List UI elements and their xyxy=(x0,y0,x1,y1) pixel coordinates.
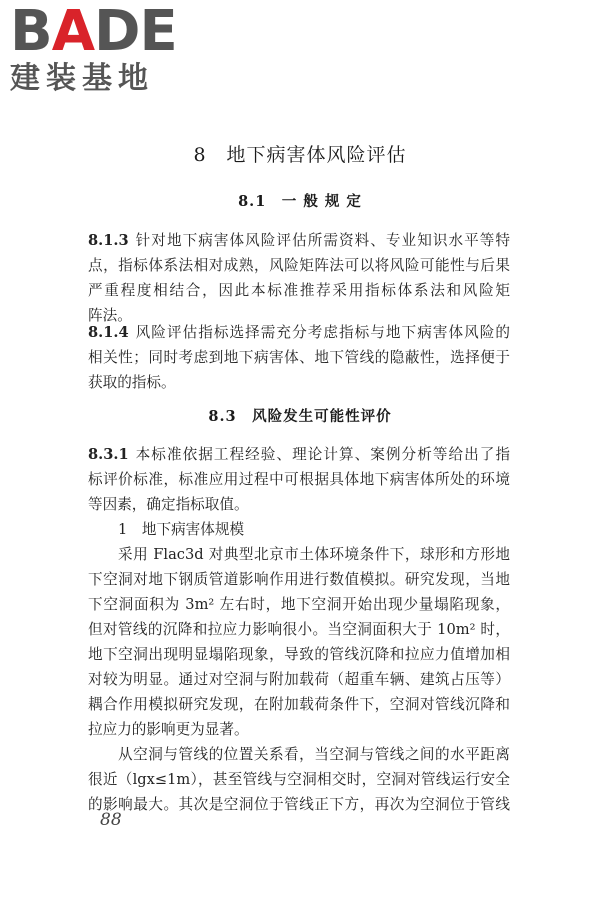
clause-8-3-1 xyxy=(88,442,510,517)
paragraph-line: 下空洞面积为 3m² 左右时，地下空洞开始出现少量塌陷现象， xyxy=(88,596,510,613)
logo-letter-b: B xyxy=(10,0,52,64)
clause-line xyxy=(88,320,510,345)
clause-text: 风险评估指标选择需充分考虑指标与地下病害体风险的 xyxy=(134,324,510,341)
clause-line: 相关性；同时考虑到地下病害体、地下管线的隐蔽性，选择便于 xyxy=(88,349,510,366)
clause-line: 获取的指标。 xyxy=(88,374,176,391)
clause-line: 点，指标体系法相对成熟，风险矩阵法可以将风险可能性与后果 xyxy=(88,257,510,274)
clause-number: 8.1.3 xyxy=(88,232,129,249)
section-title-8-1: 8.1 一 般 规 定 xyxy=(238,193,362,210)
clause-line: 阵法。 xyxy=(88,307,132,324)
clause-number: 8.3.1 xyxy=(88,446,129,463)
bade-logo xyxy=(10,0,180,96)
clause-text: 针对地下病害体风险评估所需资料、专业知识水平等特 xyxy=(134,232,510,249)
paragraph-line: 采用 Flac3d 对典型北京市土体环境条件下，球形和方形地 xyxy=(118,546,510,563)
clause-line xyxy=(88,228,510,253)
paragraph-line: 地下空洞出现明显塌陷现象，导致的管线沉降和拉应力值增加相 xyxy=(88,646,510,663)
logo-letters-de: DE xyxy=(94,0,177,64)
logo-wordmark xyxy=(10,0,180,64)
logo-subtitle: 建装基地 xyxy=(10,61,154,96)
paragraph-line: 的影响最大。其次是空洞位于管线正下方，再次为空洞位于管线 xyxy=(88,796,510,813)
chapter-title: 8 地下病害体风险评估 xyxy=(193,144,407,166)
clause-8-1-4 xyxy=(88,320,510,395)
paragraph-line: 下空洞对地下钢质管道影响作用进行数值模拟。研究发现，当地 xyxy=(88,571,510,588)
paragraph-line: 拉应力的影响更为显著。 xyxy=(88,721,249,738)
paragraph-line: 对较为明显。通过对空洞与附加载荷（超重车辆、建筑占压等） xyxy=(88,671,510,688)
item-heading: 1 地下病害体规模 xyxy=(118,521,245,538)
clause-line: 标评价标准，标准应用过程中可根据具体地下病害体所处的环境 xyxy=(88,471,510,488)
logo-letter-a-accent: A xyxy=(51,0,95,64)
paragraph-line: 但对管线的沉降和拉应力影响很小。当空洞面积大于 10m² 时， xyxy=(88,621,510,638)
clause-line xyxy=(88,442,510,467)
section-title-8-3: 8.3 风险发生可能性评价 xyxy=(208,408,392,425)
item-1-ground-defect-scale xyxy=(88,517,510,817)
clause-8-1-3 xyxy=(88,228,510,328)
paragraph-line: 从空洞与管线的位置关系看，当空洞与管线之间的水平距离 xyxy=(118,746,510,763)
clause-line: 严重程度相结合，因此本标准推荐采用指标体系法和风险矩 xyxy=(88,282,510,299)
paragraph-line: 耦合作用模拟研究发现，在附加载荷条件下，空洞对管线沉降和 xyxy=(88,696,510,713)
page-number: 88 xyxy=(100,810,122,830)
clause-text: 本标准依据工程经验、理论计算、案例分析等给出了指 xyxy=(134,446,510,463)
clause-line: 等因素，确定指标取值。 xyxy=(88,496,249,513)
clause-number: 8.1.4 xyxy=(88,324,129,341)
paragraph-line: 很近（lgx≤1m），甚至管线与空洞相交时，空洞对管线运行安全 xyxy=(88,771,510,788)
